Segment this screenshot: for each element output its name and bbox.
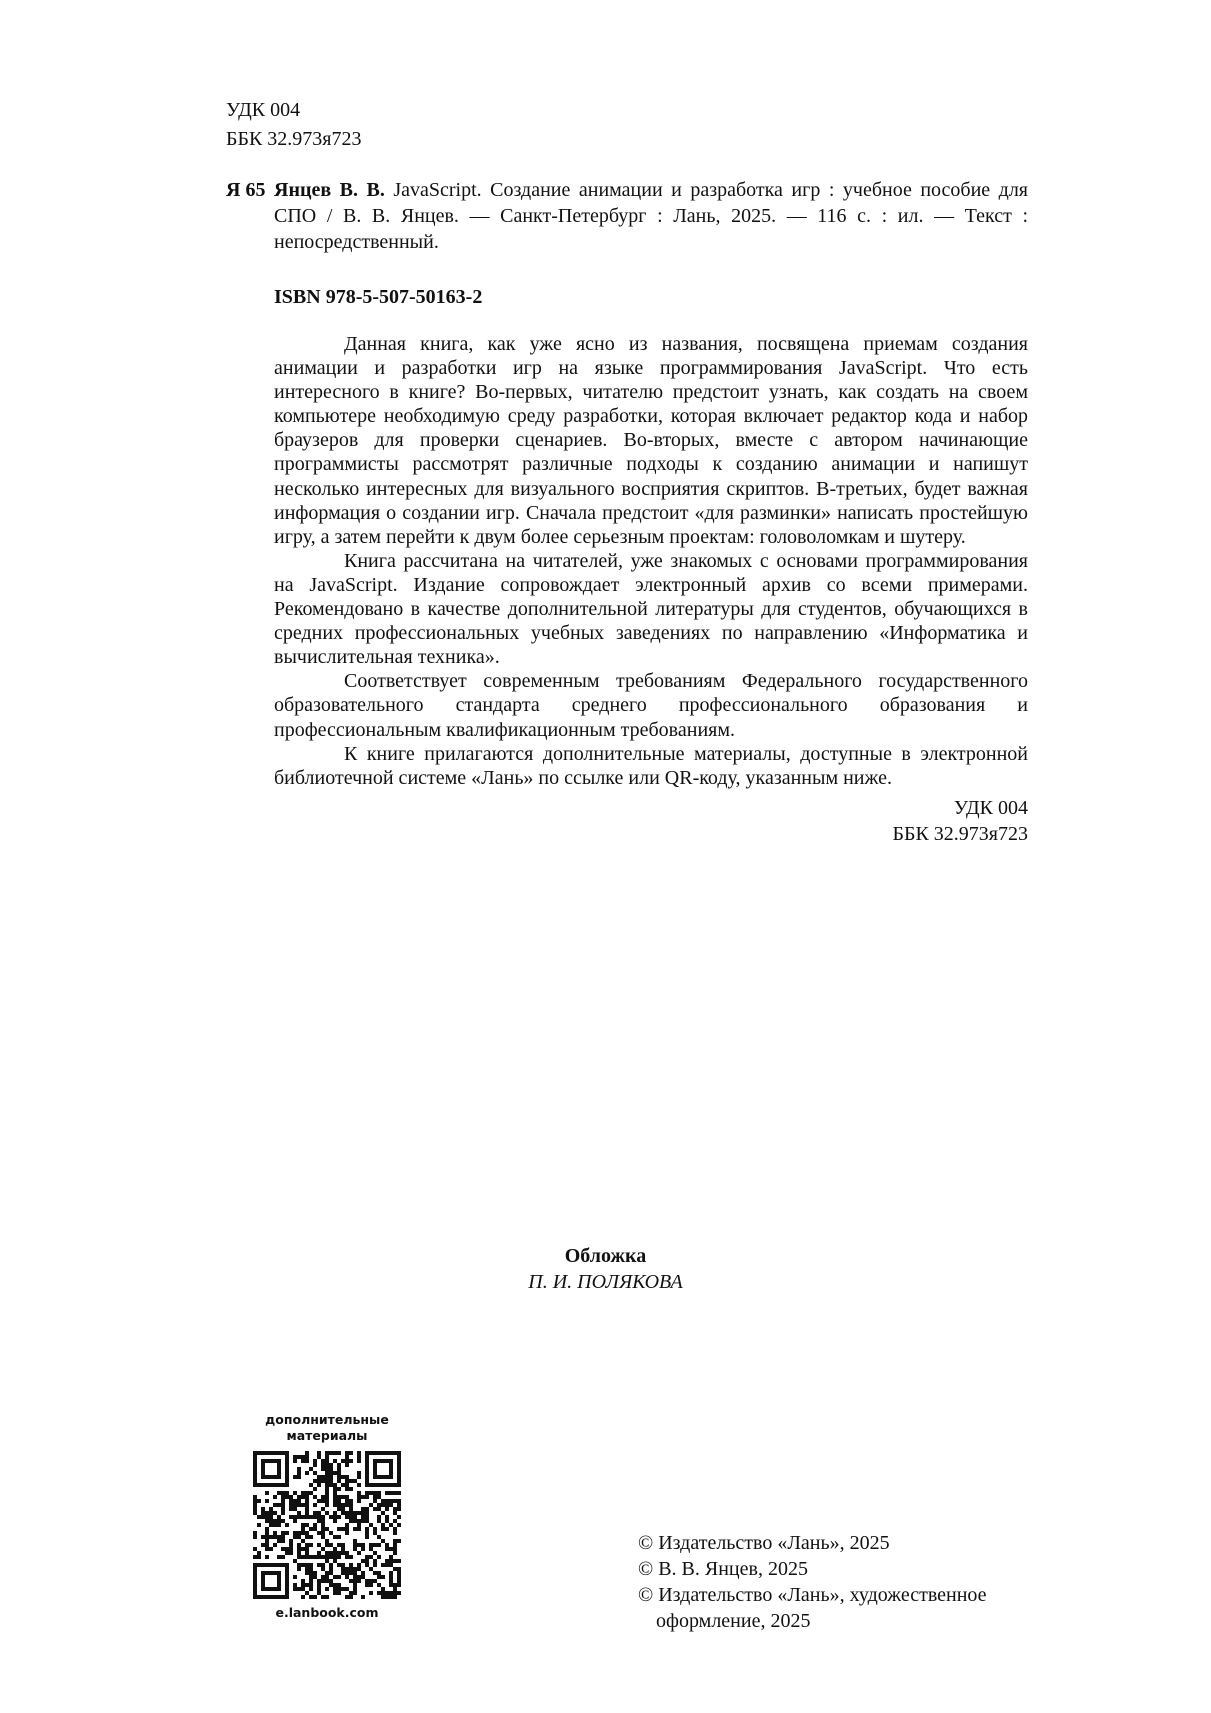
copyright-line-3-continued: оформление, 2025 xyxy=(656,1610,811,1632)
copyright-block xyxy=(638,1530,987,1634)
qr-caption-line1: дополнительные xyxy=(265,1412,389,1427)
copyright-line-3: © Издательство «Лань», художественное xyxy=(638,1584,987,1606)
bibliographic-description xyxy=(274,177,1028,255)
cover-credit xyxy=(0,1243,1211,1295)
copyright-line-1: © Издательство «Лань», 2025 xyxy=(638,1532,890,1554)
author-name: Янцев В. В. xyxy=(274,179,385,201)
book-description: JavaScript. Создание анимации и разработка игр : учебное пособие для СПО / В. В. Янцев. — Санкт-Петербург : Лань, 2025. — 116 с. : ил. — Текст : непосредственный. xyxy=(274,179,1028,253)
udk-code: УДК 004 xyxy=(226,99,301,121)
isbn: ISBN 978-5-507-50163-2 xyxy=(274,286,483,308)
bbk-code: ББК 32.973я723 xyxy=(226,128,362,150)
abstract-paragraph-4: К книге прилагаются дополнительные материалы, доступные в электронной библиотечной системе «Лань» по ссылке или QR-коду, указанным ниже. xyxy=(274,742,1028,789)
qr-code-icon[interactable] xyxy=(253,1451,401,1599)
copyright-line-2: © В. В. Янцев, 2025 xyxy=(638,1558,808,1580)
classification-codes-top xyxy=(226,96,362,154)
classification-codes-bottom xyxy=(800,795,1028,847)
bbk-code-bottom: ББК 32.973я723 xyxy=(892,823,1028,845)
udk-code-bottom: УДК 004 xyxy=(953,797,1028,819)
qr-caption-line2: материалы xyxy=(286,1428,368,1443)
qr-block xyxy=(248,1412,406,1621)
abstract-paragraph-3: Соответствует современным требованиям Федерального государственного образовательного стандарта среднего профессионального образования и профессиональным квалификационным требованиям. xyxy=(274,670,1028,741)
abstract xyxy=(274,332,1028,790)
abstract-paragraph-2: Книга рассчитана на читателей, уже знакомых с основами программирования на JavaScript. Издание сопровождает электронный архив со всеми примерами. Рекомендовано в качестве дополнительной литературы для студентов, обучающихся в средних профессиональных учебных заведениях по направлению «Информатика и вычислительная техника». xyxy=(274,549,1028,669)
qr-url[interactable]: e.lanbook.com xyxy=(275,1605,379,1620)
abstract-paragraph-1: Данная книга, как уже ясно из названия, посвящена приемам создания анимации и разработки игр на языке программирования JavaScript. Что есть интересного в книге? Во-первых, читателю предстоит узнать, как создать на своем компьютере необходимую среду разработки, которая включает редактор кода и набор браузеров для проверки сценариев. Во-вторых, вместе с автором начинающие программисты рассмотрят различные подходы к созданию анимации и напишут несколько интересных для визуального восприятия скриптов. В-третьих, будет важная информация о создании игр. Сначала предстоит «для разминки» написать простейшую игру, а затем перейти к двум более серьезным проектам: головоломкам и шутеру. xyxy=(274,333,1028,548)
call-number: Я 65 xyxy=(226,179,266,201)
cover-designer: П. И. ПОЛЯКОВА xyxy=(528,1271,683,1293)
cover-label: Обложка xyxy=(564,1245,647,1267)
